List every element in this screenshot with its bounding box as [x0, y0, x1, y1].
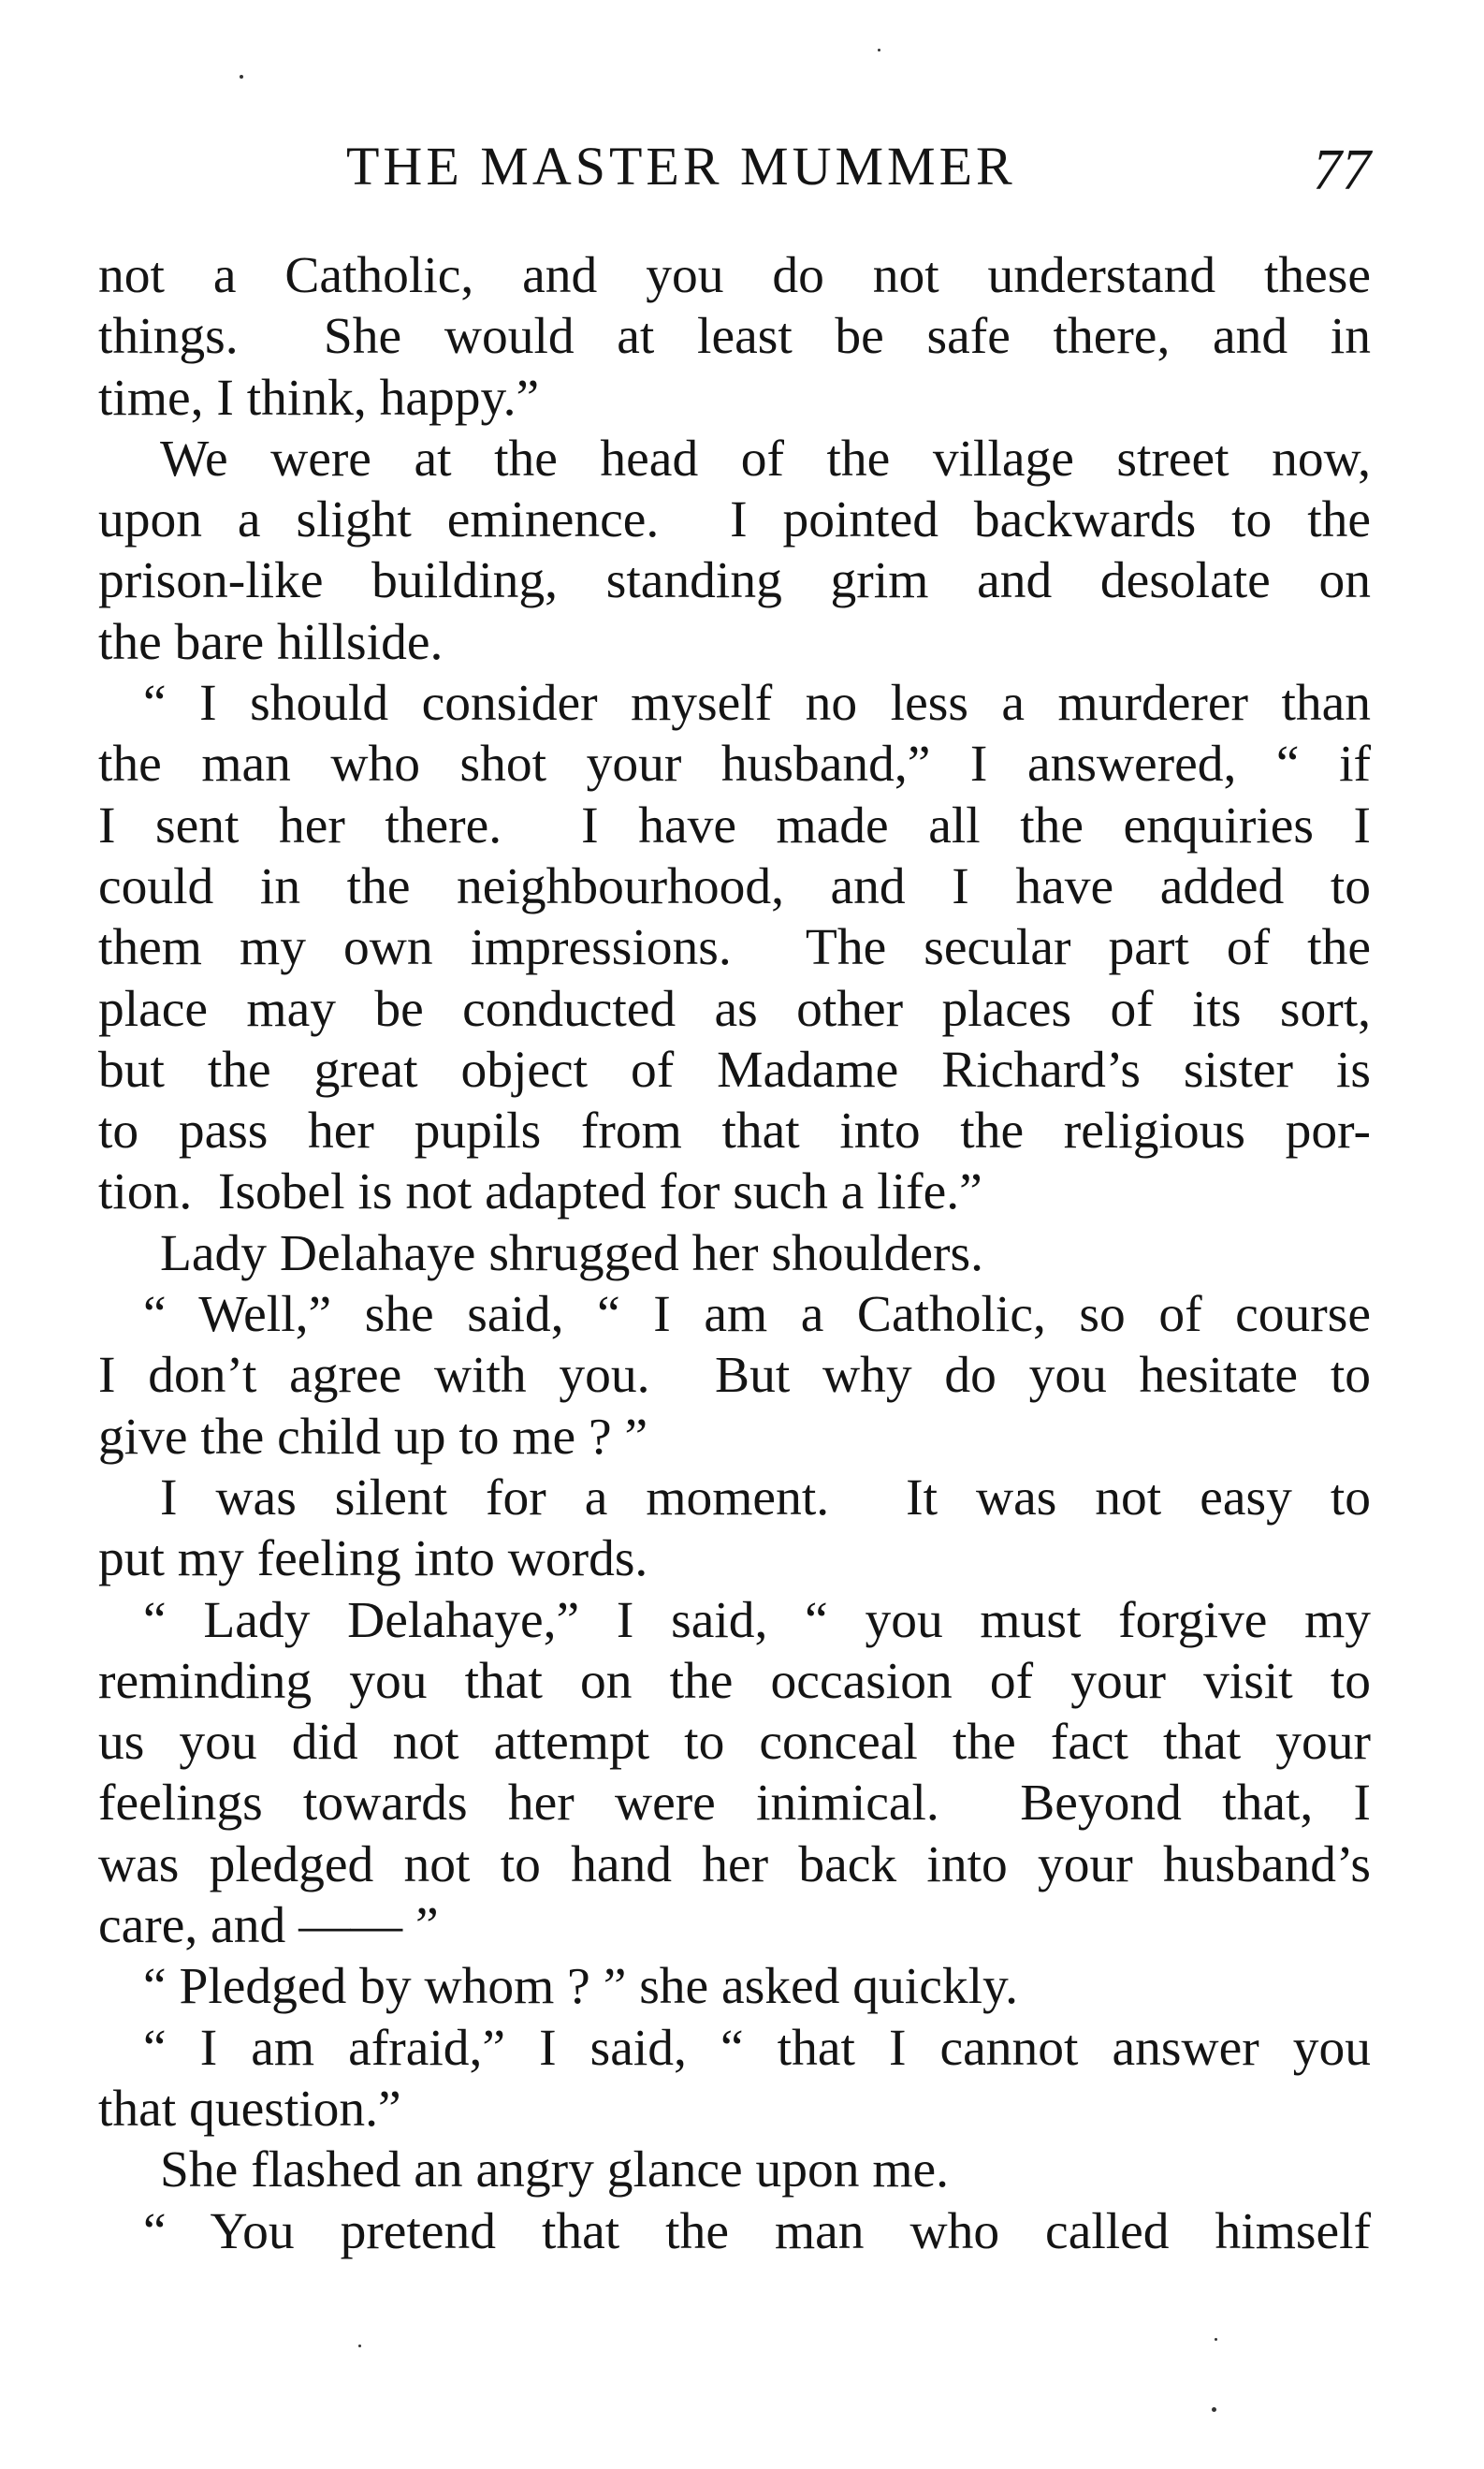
text-line: tion. Isobel is not adapted for such a life.” — [98, 1163, 982, 1221]
text-line: time, I think, happy.” — [98, 369, 540, 427]
body-text — [98, 245, 1371, 2262]
text-line: “ Well,” she said, “ I am a Catholic, so of course — [143, 1286, 1371, 1344]
text-line: give the child up to me ? ” — [98, 1408, 648, 1466]
text-line: feelings towards her were inimical. Beyond that, I — [98, 1775, 1371, 1833]
text-line: “ Pledged by whom ? ” she asked quickly. — [143, 1958, 1019, 2016]
text-line: care, and —— ” — [98, 1897, 439, 1955]
text-line: “ I should consider myself no less a murderer than — [143, 675, 1371, 733]
text-line: the bare hillside. — [98, 613, 444, 671]
page-number: 77 — [1313, 139, 1371, 202]
paper-speck — [878, 49, 880, 51]
text-line: I was silent for a moment. It was not easy to — [160, 1468, 1371, 1527]
text-line: the man who shot your husband,” I answered, “ if — [98, 736, 1371, 794]
text-line: place may be conducted as other places of its sort, — [98, 980, 1371, 1038]
text-line: I don’t agree with you. But why do you hesitate to — [98, 1347, 1371, 1405]
text-line: us you did not attempt to conceal the fact that your — [98, 1714, 1371, 1772]
text-line: things. She would at least be safe there, and in — [98, 308, 1371, 366]
paper-speck — [240, 75, 243, 79]
paper-speck — [1212, 2407, 1216, 2412]
text-line: “ I am afraid,” I said, “ that I cannot answer you — [143, 2019, 1371, 2077]
page-header — [98, 129, 1371, 204]
text-line: that question.” — [98, 2080, 401, 2138]
text-line: Lady Delahaye shrugged her shoulders. — [160, 1224, 984, 1282]
text-line: reminding you that on the occasion of your visit to — [98, 1652, 1371, 1710]
text-line: but the great object of Madame Richard’s sister is — [98, 1041, 1371, 1099]
paper-speck — [358, 2345, 361, 2347]
text-line: I sent her there. I have made all the enquiries I — [98, 796, 1371, 855]
text-line: “ Lady Delahaye,” I said, “ you must forgive my — [143, 1591, 1371, 1649]
text-line: put my feeling into words. — [98, 1530, 648, 1588]
text-line: to pass her pupils from that into the religious por- — [98, 1103, 1371, 1161]
text-line: She flashed an angry glance upon me. — [160, 2141, 950, 2199]
running-title: THE MASTER MUMMER — [346, 136, 1016, 197]
text-line: them my own impressions. The secular part of the — [98, 919, 1371, 977]
text-line: We were at the head of the village street now, — [160, 430, 1371, 488]
text-line: “ You pretend that the man who called himself — [143, 2202, 1371, 2260]
text-line: prison-like building, standing grim and desolate on — [98, 552, 1371, 610]
text-line: was pledged not to hand her back into your husband’s — [98, 1835, 1371, 1893]
text-line: upon a slight eminence. I pointed backwards to the — [98, 491, 1371, 549]
text-line: not a Catholic, and you do not understand these — [98, 247, 1371, 304]
text-line: could in the neighbourhood, and I have added to — [98, 857, 1371, 915]
paper-speck — [1215, 2338, 1217, 2341]
